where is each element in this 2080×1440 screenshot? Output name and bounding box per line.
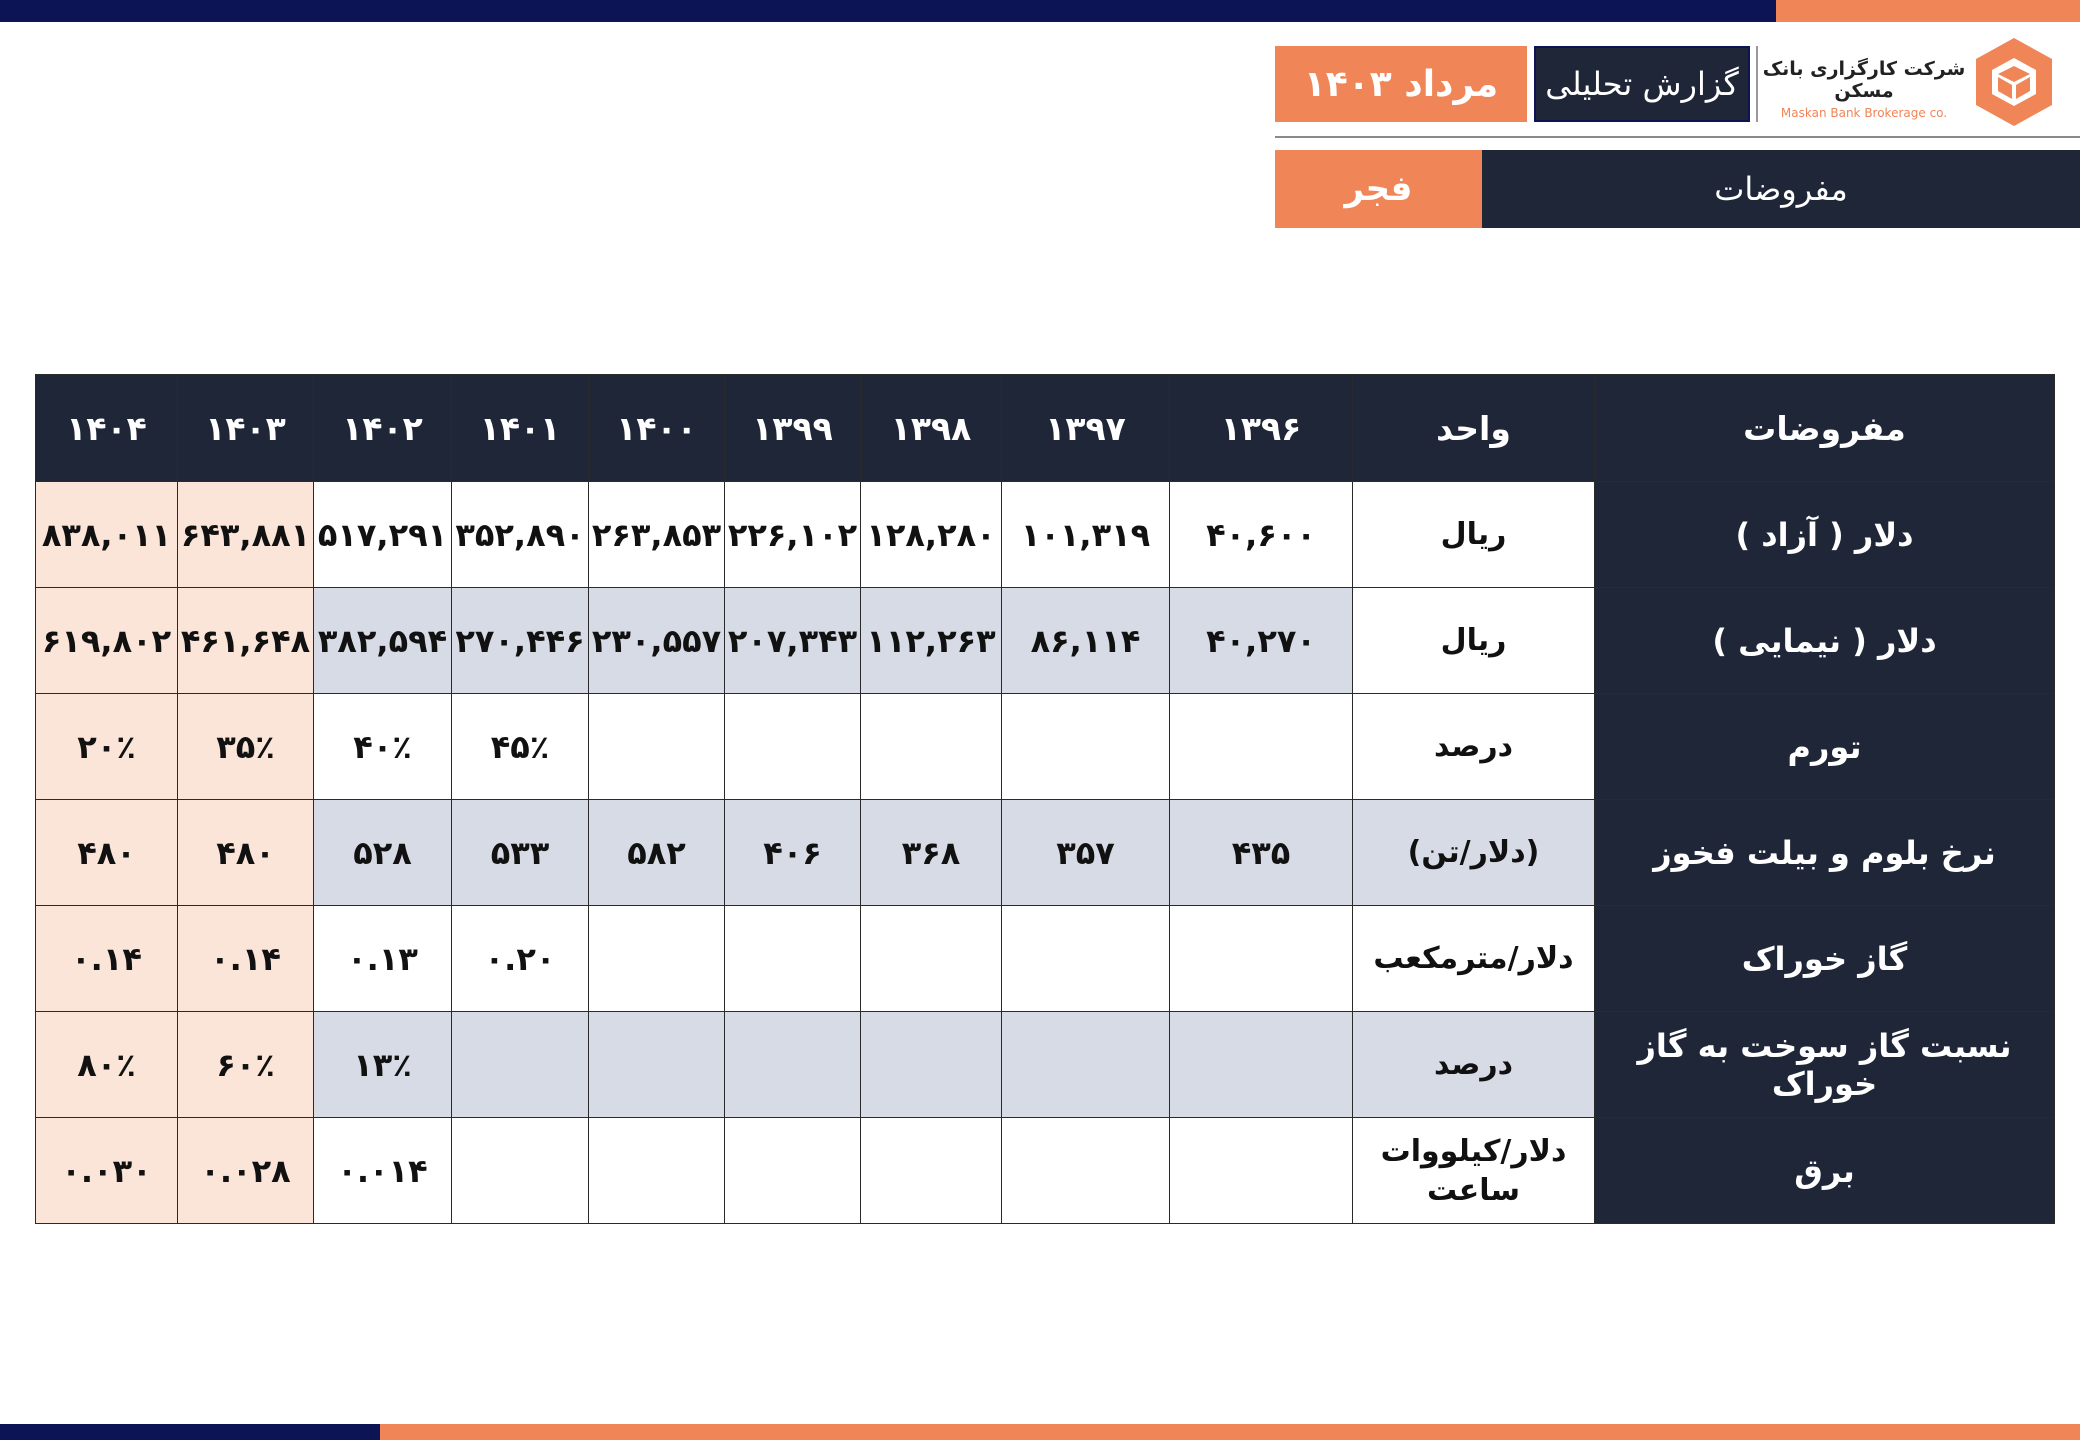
column-header: ۱۳۹۹: [725, 375, 861, 482]
column-header: ۱۴۰۴: [36, 375, 178, 482]
table-cell: [861, 1012, 1002, 1118]
table-cell: ۴۰۶: [725, 800, 861, 906]
table-cell: ۱۰۱,۳۱۹: [1002, 482, 1170, 588]
row-unit: ریال: [1353, 588, 1595, 694]
table-cell: ۰.۰۱۴: [314, 1118, 452, 1224]
table-cell: [1170, 1012, 1353, 1118]
table-cell-forecast: ۴۶۱,۶۴۸: [178, 588, 314, 694]
bottom-bar-navy: [0, 1424, 380, 1440]
header-divider: [1275, 136, 2080, 138]
table-row: [36, 588, 2055, 694]
table-cell: [452, 1118, 589, 1224]
table-cell-forecast: ۸۳۸,۰۱۱: [36, 482, 178, 588]
table-cell: ۸۶,۱۱۴: [1002, 588, 1170, 694]
table-cell: [452, 1012, 589, 1118]
table-cell: [589, 906, 725, 1012]
section-title-bar: [1482, 150, 2080, 228]
table-cell-forecast: ۰.۰۳۰: [36, 1118, 178, 1224]
table-cell: ۲۲۶,۱۰۲: [725, 482, 861, 588]
table-cell: ۳۵۲,۸۹۰: [452, 482, 589, 588]
company-name-fa: شرکت کارگزاری بانک مسکن: [1762, 58, 1966, 102]
table-cell-forecast: ۳۵٪: [178, 694, 314, 800]
table-cell-forecast: ۶۱۹,۸۰۲: [36, 588, 178, 694]
row-label: گاز خوراک: [1595, 906, 2055, 1012]
row-label: نرخ بلوم و بیلت فخوز: [1595, 800, 2055, 906]
column-header: ۱۴۰۱: [452, 375, 589, 482]
report-date: مرداد ۱۴۰۳: [1303, 63, 1499, 105]
table-cell-forecast: ۴۸۰: [36, 800, 178, 906]
column-header: واحد: [1353, 375, 1595, 482]
bottom-bar-orange: [380, 1424, 2080, 1440]
top-bar-navy: [0, 0, 1776, 22]
table-cell: [589, 1118, 725, 1224]
table-cell: ۰.۱۳: [314, 906, 452, 1012]
table-cell: [1170, 694, 1353, 800]
table-row: [36, 906, 2055, 1012]
row-label: دلار ( نیمایی ): [1595, 588, 2055, 694]
table-cell: ۱۳٪: [314, 1012, 452, 1118]
table-cell: ۴۵٪: [452, 694, 589, 800]
table-cell: ۲۰۷,۳۴۳: [725, 588, 861, 694]
table-cell: ۳۶۸: [861, 800, 1002, 906]
column-header: ۱۳۹۶: [1170, 375, 1353, 482]
table-cell: ۴۰,۶۰۰: [1170, 482, 1353, 588]
table-cell: ۱۱۲,۲۶۳: [861, 588, 1002, 694]
table-cell-forecast: ۶۰٪: [178, 1012, 314, 1118]
table-cell: ۵۲۸: [314, 800, 452, 906]
report-date-badge: [1275, 46, 1527, 122]
table-cell: ۵۱۷,۲۹۱: [314, 482, 452, 588]
table-cell: [1002, 1012, 1170, 1118]
row-unit: ریال: [1353, 482, 1595, 588]
table-row: [36, 800, 2055, 906]
top-bar-orange: [1776, 0, 2080, 22]
table-cell: ۰.۲۰: [452, 906, 589, 1012]
company-name-en: Maskan Bank Brokerage co.: [1780, 106, 1948, 120]
section-title: مفروضات: [1714, 170, 1848, 208]
table-cell: ۵۳۳: [452, 800, 589, 906]
column-header: ۱۳۹۷: [1002, 375, 1170, 482]
table-cell: [725, 694, 861, 800]
column-header: ۱۴۰۲: [314, 375, 452, 482]
row-label: نسبت گاز سوخت به گاز خوراک: [1595, 1012, 2055, 1118]
column-header: ۱۴۰۰: [589, 375, 725, 482]
table-cell-forecast: ۶۴۳,۸۸۱: [178, 482, 314, 588]
row-unit: درصد: [1353, 694, 1595, 800]
table-cell: [1170, 1118, 1353, 1224]
report-type: گزارش تحلیلی: [1545, 65, 1739, 103]
table-cell: [725, 1118, 861, 1224]
column-header: ۱۴۰۳: [178, 375, 314, 482]
table-cell-forecast: ۰.۰۲۸: [178, 1118, 314, 1224]
table-cell: [589, 1012, 725, 1118]
table-cell: [725, 906, 861, 1012]
table-cell: ۳۸۲,۵۹۴: [314, 588, 452, 694]
table-cell-forecast: ۴۸۰: [178, 800, 314, 906]
row-unit: دلار/مترمکعب: [1353, 906, 1595, 1012]
row-label: دلار ( آزاد ): [1595, 482, 2055, 588]
row-unit: درصد: [1353, 1012, 1595, 1118]
table-row: [36, 1012, 2055, 1118]
table-cell: ۲۶۳,۸۵۳: [589, 482, 725, 588]
table-cell: [725, 1012, 861, 1118]
table-row: [36, 1118, 2055, 1224]
table-cell: ۱۲۸,۲۸۰: [861, 482, 1002, 588]
row-label: تورم: [1595, 694, 2055, 800]
table-cell: [1002, 694, 1170, 800]
table-cell: ۵۸۲: [589, 800, 725, 906]
row-unit: دلار/کیلووات ساعت: [1353, 1118, 1595, 1224]
symbol-label: فجر: [1344, 169, 1413, 209]
table-cell-forecast: ۲۰٪: [36, 694, 178, 800]
table-cell: [1002, 1118, 1170, 1224]
table-cell-forecast: ۰.۱۴: [36, 906, 178, 1012]
table-cell: ۳۵۷: [1002, 800, 1170, 906]
table-cell: [861, 694, 1002, 800]
table-header-row: [36, 375, 2055, 482]
table-row: [36, 482, 2055, 588]
table-cell-forecast: ۰.۱۴: [178, 906, 314, 1012]
column-header: مفروضات: [1595, 375, 2055, 482]
row-unit: (دلار/تن): [1353, 800, 1595, 906]
company-logo-icon: [1972, 36, 2056, 128]
table-cell: [1002, 906, 1170, 1012]
table-cell: ۴۰,۲۷۰: [1170, 588, 1353, 694]
assumptions-table: [35, 374, 2055, 1224]
table-cell-forecast: ۸۰٪: [36, 1012, 178, 1118]
table-row: [36, 694, 2055, 800]
table-cell: [1170, 906, 1353, 1012]
table-cell: ۲۷۰,۴۴۶: [452, 588, 589, 694]
company-name: [1758, 58, 1970, 120]
table-cell: ۴۳۵: [1170, 800, 1353, 906]
table-cell: [589, 694, 725, 800]
report-type-badge: [1534, 46, 1750, 122]
column-header: ۱۳۹۸: [861, 375, 1002, 482]
symbol-badge: [1275, 150, 1482, 228]
table-cell: [861, 906, 1002, 1012]
table-cell: ۲۳۰,۵۵۷: [589, 588, 725, 694]
row-label: برق: [1595, 1118, 2055, 1224]
table-cell: [861, 1118, 1002, 1224]
table-cell: ۴۰٪: [314, 694, 452, 800]
